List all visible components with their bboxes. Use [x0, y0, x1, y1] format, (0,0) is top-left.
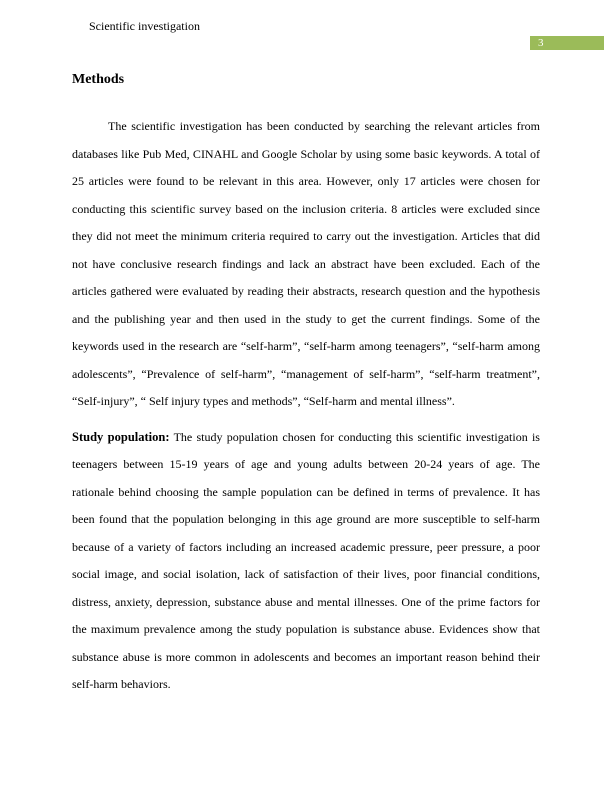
running-head-title: Scientific investigation [89, 19, 200, 33]
methods-paragraph: The scientific investigation has been conducted by searching the relevant articles from databases like Pub Med, CINAHL and Google Scholar by using some basic keywords. A total of 25 articles were found to be relevant in this area. However, only 17 articles were chosen for conducting this scientific survey based on the inclusion criteria. 8 articles were excluded since they did not meet the minimum criteria required to carry out the investigation. Articles that did not have conclusive research findings and lack an abstract have been excluded. Each of the articles gathered were evaluated by reading their abstracts, research question and the hypothesis and the publishing year and then used in the study to get the current findings. Some of the keywords used in the research are “self-harm”, “self-harm among teenagers”, “self-harm among adolescents”, “Prevalence of self-harm”, “management of self-harm”, “self-harm treatment”, “Self-injury”, “ Self injury types and methods”, “Self-harm and mental illness”. [72, 119, 540, 408]
page-number: 3 [538, 37, 544, 49]
study-population-text: The study population chosen for conducting this scientific investigation is teenagers between 15-19 years of age and young adults between 20-24 years of age. The rationale behind choosing the sample population can be defined in terms of prevalence. It has been found that the population belonging in this age ground are more susceptible to self-harm because of a variety of factors including an increased academic pressure, peer pressure, a poor social image, and social isolation, lack of satisfaction of their lives, poor financial conditions, distress, anxiety, depression, substance abuse and mental illnesses. One of the prime factors for the maximum prevalence among the study population is substance abuse. Evidences show that substance abuse is more common in adolescents and becomes an important reason behind their self-harm behaviors. [72, 429, 540, 691]
methods-heading: Methods [72, 72, 125, 87]
document-body [72, 68, 540, 699]
page-number-badge [530, 36, 604, 50]
study-population-label: Study population: [72, 429, 170, 444]
study-population-paragraph [72, 424, 540, 699]
